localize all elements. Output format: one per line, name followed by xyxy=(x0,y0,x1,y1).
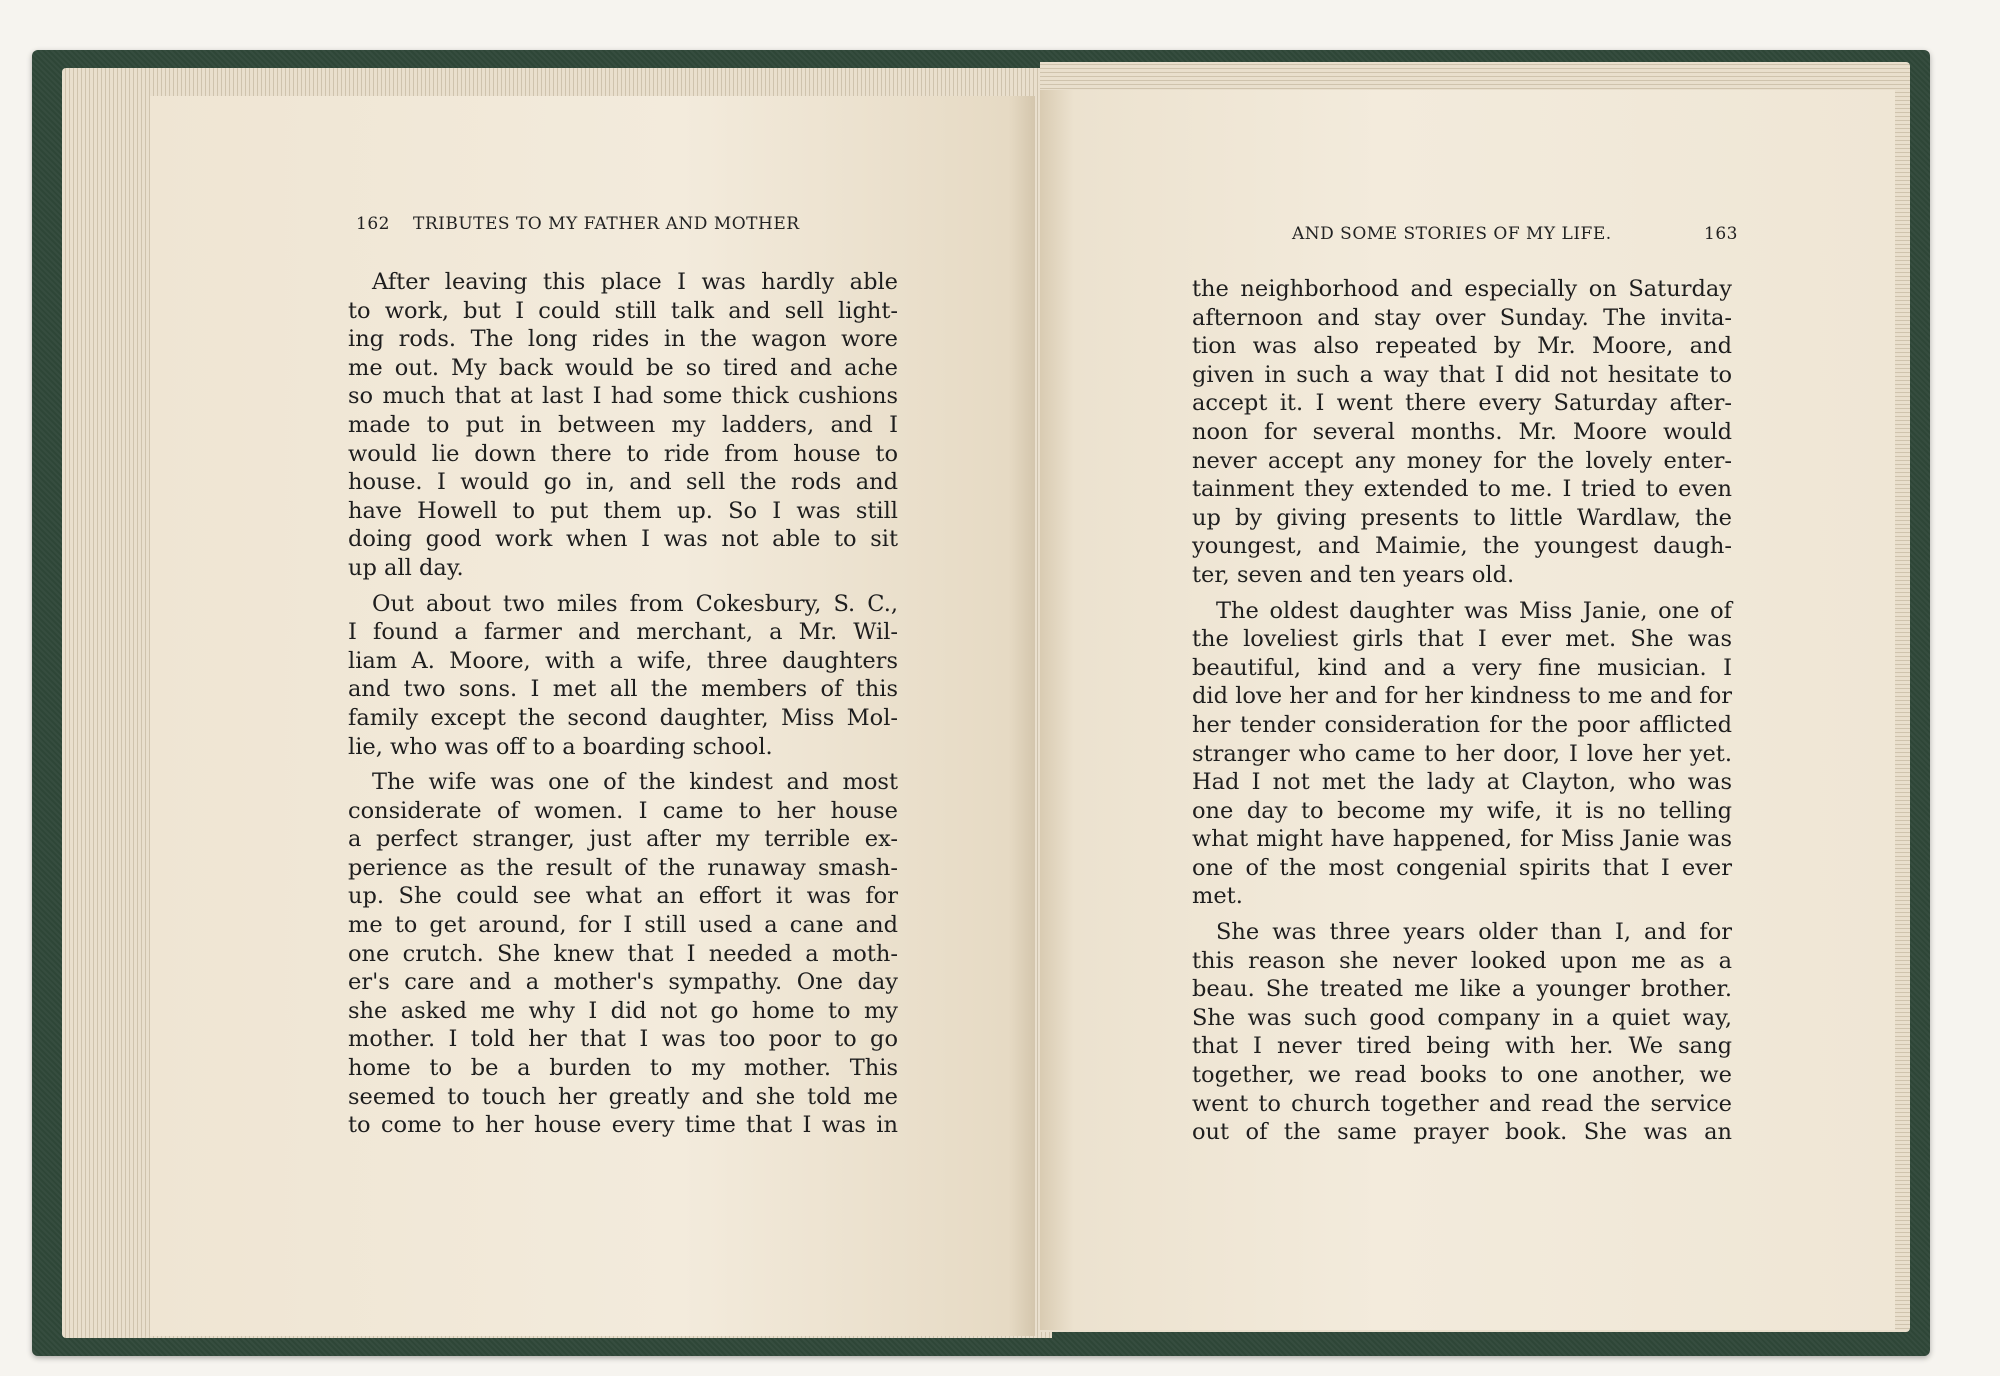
left-running-head: TRIBUTES TO MY FATHER AND MOTHER xyxy=(413,214,800,234)
text-line: never accept any money for the lovely enter- xyxy=(1192,447,1732,474)
text-line: I found a farmer and merchant, a Mr. Wil- xyxy=(348,619,898,646)
right-page xyxy=(1040,90,1895,1330)
text-line: together, we read books to one another, we xyxy=(1192,1062,1732,1089)
text-line: noon for several months. Mr. Moore would xyxy=(1192,418,1732,445)
text-line: Out about two miles from Cokesbury, S. C., xyxy=(372,590,898,617)
text-line: to work, but I could still talk and sell light- xyxy=(348,297,898,324)
text-line: ing rods. The long rides in the wagon wore xyxy=(348,326,898,353)
text-line: doing good work when I was not able to sit xyxy=(348,526,898,553)
text-line: tion was also repeated by Mr. Moore, and xyxy=(1192,333,1732,360)
text-line: She was three years older than I, and for xyxy=(1216,919,1732,946)
text-line: a perfect stranger, just after my terrible ex- xyxy=(348,826,898,853)
left-page xyxy=(150,96,1035,1336)
text-line: house. I would go in, and sell the rods and xyxy=(348,469,898,496)
text-line: seemed to touch her greatly and she told me xyxy=(348,1083,898,1110)
text-line: the neighborhood and especially on Saturday xyxy=(1192,276,1732,302)
text-line: out of the same prayer book. She was an xyxy=(1192,1119,1732,1146)
text-line: The wife was one of the kindest and most xyxy=(372,769,898,796)
text-line: up. She could see what an effort it was for xyxy=(348,883,898,910)
text-line: accept it. I went there every Saturday after- xyxy=(1192,390,1732,417)
text-line: home to be a burden to my mother. This xyxy=(348,1055,898,1082)
text-line: After leaving this place I was hardly able xyxy=(372,269,898,295)
paragraph xyxy=(348,768,898,1140)
left-page-text xyxy=(348,268,898,1147)
text-line: me out. My back would be so tired and ache xyxy=(348,354,898,381)
text-line: her tender consideration for the poor afflicted xyxy=(1192,711,1732,738)
left-page-number: 162 xyxy=(356,214,390,234)
text-line: afternoon and stay over Sunday. The invita- xyxy=(1192,304,1732,331)
text-line: beau. She treated me like a younger brother. xyxy=(1192,976,1732,1003)
text-line: met. xyxy=(1192,883,1243,910)
paragraph xyxy=(1192,275,1732,590)
text-line: family except the second daughter, Miss Mol- xyxy=(348,704,898,731)
paragraph xyxy=(348,590,898,762)
text-line: tainment they extended to me. I tried to even xyxy=(1192,476,1732,503)
paragraph xyxy=(348,268,898,583)
text-line: have Howell to put them up. So I was still xyxy=(348,497,898,524)
text-line: She was such good company in a quiet way, xyxy=(1192,1004,1732,1031)
text-line: the loveliest girls that I ever met. She was xyxy=(1192,626,1732,653)
text-line: she asked me why I did not go home to my xyxy=(348,997,898,1024)
text-line: liam A. Moore, with a wife, three daughters xyxy=(348,647,898,674)
text-line: what might have happened, for Miss Janie was xyxy=(1192,826,1732,853)
text-line: one of the most congenial spirits that I ever xyxy=(1192,854,1732,881)
text-line: er's care and a mother's sympathy. One day xyxy=(348,969,898,996)
text-line: mother. I told her that I was too poor to go xyxy=(348,1026,898,1053)
text-line: to come to her house every time that I was in xyxy=(348,1112,898,1139)
text-line: did love her and for her kindness to me and for xyxy=(1192,683,1732,710)
text-line: Had I not met the lady at Clayton, who was xyxy=(1192,769,1732,796)
text-line: up all day. xyxy=(348,554,464,581)
paragraph xyxy=(1192,918,1732,1147)
paragraph xyxy=(1192,597,1732,912)
text-line: considerate of women. I came to her house xyxy=(348,797,898,824)
text-line: made to put in between my ladders, and I xyxy=(348,411,898,438)
right-page-text xyxy=(1192,275,1732,1154)
text-line: this reason she never looked upon me as a xyxy=(1192,947,1732,974)
text-line: and two sons. I met all the members of this xyxy=(348,676,898,703)
text-line: up by giving presents to little Wardlaw, the xyxy=(1192,504,1732,531)
text-line: lie, who was off to a boarding school. xyxy=(348,733,773,760)
text-line: youngest, and Maimie, the youngest daugh- xyxy=(1192,533,1732,560)
text-line: ter, seven and ten years old. xyxy=(1192,561,1515,588)
text-line: would lie down there to ride from house to xyxy=(348,440,898,467)
text-line: The oldest daughter was Miss Janie, one of xyxy=(1216,597,1732,624)
right-running-head: AND SOME STORIES OF MY LIFE. xyxy=(1292,224,1612,244)
text-line: went to church together and read the service xyxy=(1192,1090,1732,1117)
text-line: perience as the result of the runaway smash- xyxy=(348,854,898,881)
text-line: that I never tired being with her. We sang xyxy=(1192,1033,1732,1060)
text-line: given in such a way that I did not hesitate to xyxy=(1192,361,1732,388)
text-line: one crutch. She knew that I needed a moth- xyxy=(348,940,898,967)
text-line: me to get around, for I still used a cane and xyxy=(348,912,898,939)
right-page-number: 163 xyxy=(1704,224,1738,244)
text-line: so much that at last I had some thick cushions xyxy=(348,383,898,410)
text-line: stranger who came to her door, I love her yet. xyxy=(1192,740,1732,767)
text-line: one day to become my wife, it is no telling xyxy=(1192,797,1732,824)
text-line: beautiful, kind and a very fine musician. I xyxy=(1192,654,1732,681)
